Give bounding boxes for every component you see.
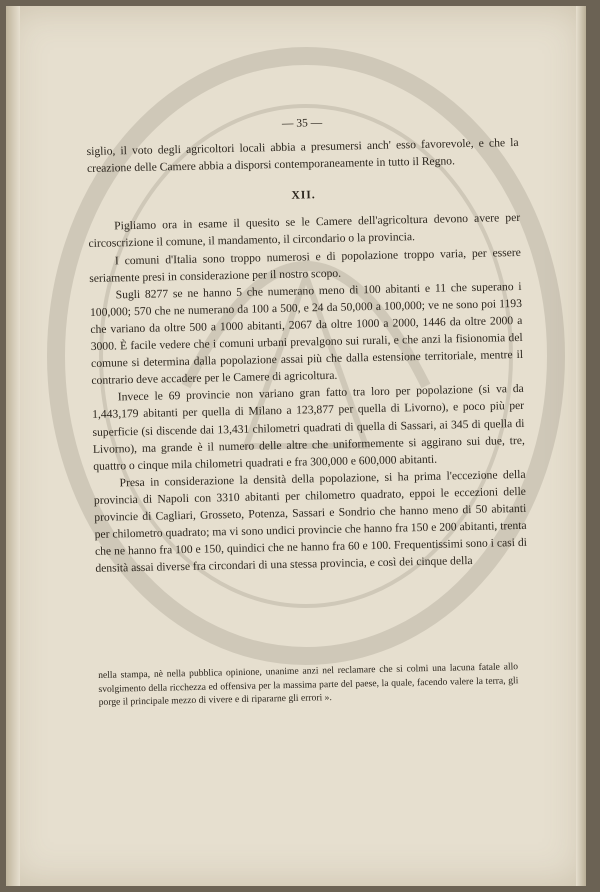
paragraph-continuation: siglio, il voto degli agricoltori locali abbia a presumersi anch' esso favorevole, e che la creazione delle Camere abbia a disporsi contemporaneamente in tutto il Regno.	[86, 136, 519, 176]
page-edge-left	[6, 6, 20, 886]
paragraph: Pigliamo ora in esame il quesito se le Camere dell'agricoltura devono avere per circoscrizione il comune, il mandamento, il circondario o la provincia.	[88, 211, 521, 251]
paragraph: Sugli 8277 se ne hanno 5 che numerano meno di 100 abitanti e 11 che superano i 100,000; 570 che ne numerano da 100 a 500, e 24 da 50,000 a 100,000; ve ne sono poi 1193 che variano da oltre 500 a 1000 abitanti, 2067 da oltre 1000 a 2000, 1446 da oltre 2000 a 3000. È facile vedere che i comuni urbani prevalgono sui rurali, e che anzi la fisionomia del comune si determina dalla popolazione assai più che dalla estensione territoriale, mentre il contrario deve accadere per le Camere di agricoltura.	[89, 279, 524, 388]
paragraph: I comuni d'Italia sono troppo numerosi e di popolazione troppo varia, per essere seriamente presi in considerazione per il nostro scopo.	[89, 245, 521, 285]
paragraph: Presa in considerazione la densità della popolazione, si ha prima l'eccezione della provincia di Napoli con 3310 abitanti per chilometro quadrato, eppoi le eccezioni delle provincie di Cagliari, Grosseto, Potenza, Sassari e Sondrio che hanno meno di 50 abitanti per chilometro quadrato; ma vi sono undici provincie che hanno fra 150 e 200 abitanti, trenta che ne hanno fra 100 e 150, quindici che ne hanno fra 60 e 100. Frequentissimi sono i casi di densità assai diverse fra circondari di una stessa provincia, e così dei cinque della	[93, 467, 528, 576]
page-edge-right	[576, 6, 586, 886]
footnote-block	[98, 660, 519, 710]
footnote-text: nella stampa, nè nella pubblica opinione, unanime anzi nel reclamare che si colmi una lacuna fatale allo svolgimento della ricchezza ed offensiva per la massima parte del paese, la quale, facendo valere la terra, gli porge il principale mezzo di vivere e di ripararne gli errori ».	[98, 661, 519, 709]
page-body	[86, 111, 527, 577]
paragraph: Invece le 69 provincie non variano gran fatto tra loro per popolazione (si va da 1,443,179 abitanti per quella di Milano a 123,877 per quella di Livorno), e poco più per superficie (si discende dai 13,431 chilometri quadrati di quella di Sassari, ai 345 di quella di Livorno), ma grande è il numero delle altre che uniformemente si aggirano sui due, tre, quattro o cinque mila chilometri quadrati e fra 300,000 e 600,000 abitanti.	[92, 382, 525, 473]
page-number: — 35 —	[281, 117, 323, 130]
book-page	[6, 6, 586, 886]
section-heading: XII.	[291, 188, 316, 202]
